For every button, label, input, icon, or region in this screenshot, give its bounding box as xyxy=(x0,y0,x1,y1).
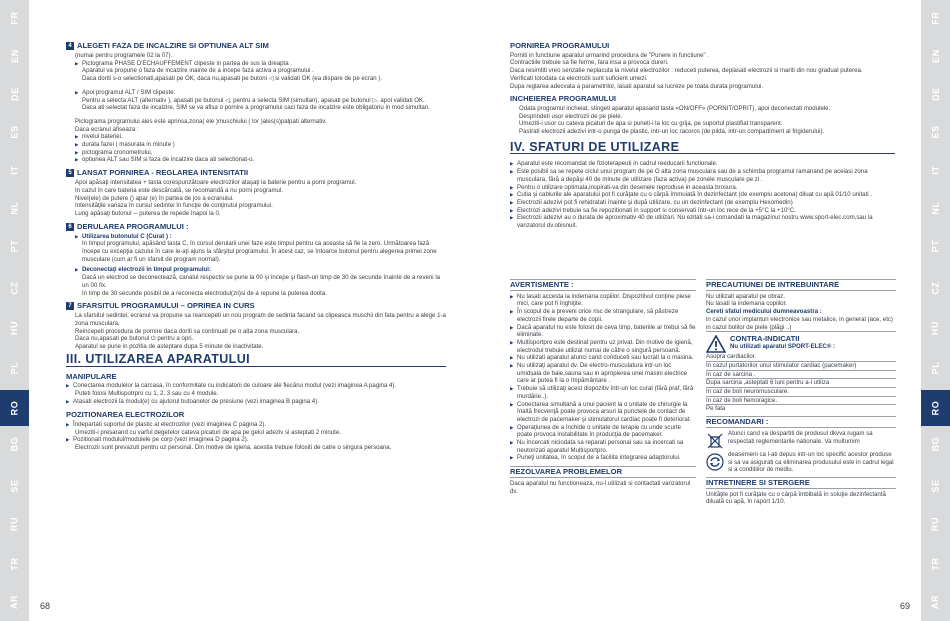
bullet-item: ▶ Aparatul este recomandat de fizioterapeuti in cadrul reeducarii functionale. xyxy=(510,160,895,168)
bullet-item: ▶ Atasati electrozii la modul(e) cu ajutorul butoanelor de presiune (vezi imaginea B pagina 4). xyxy=(66,398,446,406)
section-number-badge: 4 xyxy=(66,42,74,50)
bullet-item: ▶ Utilizarea butonului C (Curat ) : xyxy=(75,233,446,241)
lang-tab-pl[interactable]: PL xyxy=(930,361,941,375)
lang-tab-tr[interactable]: TR xyxy=(9,557,20,571)
bullet-item: ▶ Nu lasati accesta la indemana copiilor. Dispozitivul conţine piese mici, care pot fi înghiţite. xyxy=(510,293,696,308)
section-number-badge: 5 xyxy=(66,169,74,177)
lang-tab-cz[interactable]: CZ xyxy=(9,281,20,295)
text-line: (numai pentru programele 02 la 07). xyxy=(75,52,173,59)
lang-tab-ar[interactable]: AR xyxy=(930,594,941,610)
section-number-badge: 6 xyxy=(66,223,74,231)
section-heading: MANIPULARE xyxy=(66,371,117,381)
text-line: Odata programul incheiat, stingeti aparatul apasand tasta «ON/OFF» (PORNIT/OPRIT), apoi deconectati modulele. xyxy=(519,104,831,112)
section-heading: INCHEIEREA PROGRAMULUI xyxy=(510,94,617,104)
text-line: Nu utilizati aparatul pe obraz. xyxy=(706,292,785,300)
section-heading: INTRETINERE SI STERGERE xyxy=(706,477,896,489)
bullet-item: ▶ optiunea ALT sau SIM si faza de incalzire daca ati selectionat-o. xyxy=(75,156,446,164)
lang-tab-pt[interactable]: PT xyxy=(9,239,20,253)
text-line: Desprindeti usor electrozii de pe piele. xyxy=(519,112,623,120)
bullet-item: ▶ Puneţi unitatea, în scopul de a facilita integrarea adaptorului. xyxy=(510,454,696,462)
bullet-item: ▶ Trebuie să utilizaţi acest dispozitiv într-un loc curat (fără praf, fără murdărie..). xyxy=(510,385,696,400)
section-title: SFARSITUL PROGRAMULUI – OPRIREA IN CURS xyxy=(77,301,255,311)
lang-tab-ru[interactable]: RU xyxy=(9,516,20,532)
bullet-item: ▶ Operaţiunea de a închide o unitate de terapie cu unde scurte poate provoca instabilitate în producţia de pacemaker. xyxy=(510,424,696,439)
lang-tab-it[interactable]: IT xyxy=(9,165,20,175)
text-line: In timp de 30 secunde posibil de a reconecta electrodul(zii)si de a repune la puterea dorita. xyxy=(82,289,327,297)
bullet-item: ▶ Conectarea modulelor la carcasa, în conformitate cu indicatorii de culoare ale fiecărui modul (vezi imaginea A pagina 4). xyxy=(66,382,446,390)
lang-tab-se[interactable]: SE xyxy=(9,479,20,493)
text-line: in cazul bolilor de piele (plăgi ..) xyxy=(706,324,896,333)
language-tabs-right xyxy=(921,0,950,621)
lang-tab-tr[interactable]: TR xyxy=(930,557,941,571)
list-item: Pe fata xyxy=(706,405,726,413)
lang-tab-en[interactable]: EN xyxy=(930,49,941,63)
lang-tab-bg[interactable]: BG xyxy=(930,436,941,452)
bullet-item: ▶ Pictograma PHASE D'ECHAUFFEMENT clipeste in partea de sus la dreapta . xyxy=(75,60,446,68)
recommendation-row xyxy=(706,430,896,450)
right-page-col-left xyxy=(510,279,696,495)
text-line: Lung apăsaţi butonul ─ puterea de repede înapoi la 0. xyxy=(75,209,221,217)
text-line: Verificati totodata ca electrozii sunt suficient umezi. xyxy=(510,74,648,82)
text-line: Daca doriti s-o selectionati,apasati pe OK, daca nu,apasati pe butoni ◁ si validati OK (ea dispare de pe ecran ). xyxy=(82,75,383,83)
bullet-item: ▶ Multisportpro este destinat pentru uz privat. Din motive de igienă, electrodul trebuie utilizat numai de către o singură persoană. xyxy=(510,339,696,354)
list-item: In caz de boli neuromusculare. xyxy=(706,388,896,397)
list-item: In cazul purtatorilor unui stimulator cardiac (pacemaker) xyxy=(706,362,896,371)
lang-tab-ro[interactable]: RO xyxy=(0,390,29,426)
lang-tab-es[interactable]: ES xyxy=(930,125,941,139)
text-line: Daca nu,apasati pe butonul ⏻ pentru a opri. xyxy=(75,335,194,343)
section-6-heading xyxy=(66,223,446,231)
section-5-heading xyxy=(66,169,446,177)
bullet-item: ▶ Deconectaţi electrozii în timpul programului: xyxy=(75,266,446,274)
section-heading: PORNIREA PROGRAMULUI xyxy=(510,41,610,50)
lang-tab-en[interactable]: EN xyxy=(9,49,20,63)
text-line: Pastrati electrozii adezivi intr-o punga de plastic, intr-un loc racoros (de pilda, intr-un compartiment al frigiderului). xyxy=(519,128,825,136)
text-line: Nu lasati la indemana copiilor. xyxy=(706,300,787,308)
section-7-heading xyxy=(66,302,446,310)
text-line: Dacă un electrod se deconectează, canalul respectiv se pune la 00 şi începe şi flash-uri timp de 30 de secunde înainte de a reveni la un 00 fix. xyxy=(82,274,441,289)
lang-tab-hu[interactable]: HU xyxy=(9,320,20,336)
text-line: Daca resimtiti vreo senzatie neplacuta la nivelul electrozilor : reduceti puterea, deplasati electrozii si mariti din nou gradual puterea. xyxy=(510,67,863,75)
text-line: Cereti sfatul medicului dumneavoastra : xyxy=(706,308,822,316)
section-title: ALEGETI FAZA DE INCALZIRE SI OPTIUNEA ALT SIM xyxy=(77,41,269,51)
bullet-item: ▶ Îndepartati suportul de plastic al electrozilor (vezi imaginea C pagina 2). xyxy=(66,421,446,429)
text-line: Umeziti-i usor cu cateva picaturi de apa si puneti-i la loc cu grija, pe suportul plastifiat transparent. xyxy=(519,120,783,128)
lang-tab-pt[interactable]: PT xyxy=(930,239,941,253)
lang-tab-it[interactable]: IT xyxy=(930,165,941,175)
bullet-item: ▶ Nu utilizaţi aparatul dv. De electro-musculatura intr-un loc umidșala de baie,sauna sau in apropierea unei masini electrice care ar putea fi la o împământare . xyxy=(510,362,696,385)
lang-tab-de[interactable]: DE xyxy=(9,87,20,101)
bullet-item: ▶ Nu încercati niciodata sa reparati personal sau sa incercati sa neutorizati aparatul Multisportpro. xyxy=(510,439,696,454)
text-line: Aparatul va propune o faza de incalzire inainte de a incepe faza activa a programului . xyxy=(82,67,314,75)
text-line: Intensităţile variaza în cursul sedintei în funcţie de conţinutul programului. xyxy=(75,202,273,210)
list-item: In caz de sarcina . xyxy=(706,371,896,380)
bullet-item: ▶ Electrozi adezivi trebuie sa fie repozitionati in support si conservati într-un loc rece de la +5°C la +10°C. xyxy=(510,207,895,215)
section-title: DERULAREA PROGRAMULUI : xyxy=(77,221,189,231)
text-line: Nivel(ele) de putere () apar (e) în partea de jos a ecranului. xyxy=(75,194,234,202)
section-number-badge: 7 xyxy=(66,302,74,310)
section-heading: RECOMANDARI : xyxy=(706,416,896,428)
list-item: In caz de boli hemoragice. xyxy=(706,397,896,406)
list-item: Asupra cardiacilor. xyxy=(706,353,896,362)
recommendation-row xyxy=(706,451,896,474)
lang-tab-cz[interactable]: CZ xyxy=(930,281,941,295)
lang-tab-es[interactable]: ES xyxy=(9,125,20,139)
text-line: Contractiile trebuie sa fie ferme, fara insa a provoca dureri. xyxy=(510,59,669,67)
bullet-item: ▶ Nu utilizati aparatul atunci cand conduceti sau lucrati la o masina. xyxy=(510,354,696,362)
bullet-item: ▶ Electrozii adezivi pot fi rehidratati înainte şi după utilizare, cu un dezinfectant (de exemplu Hexomedin) xyxy=(510,199,895,207)
lang-tab-ar[interactable]: AR xyxy=(9,594,20,610)
text-line: Nu utilizati aparatul SPORT-ELEC® : xyxy=(730,342,836,350)
bullet-item: ▶ durata fazei ( masurata in minute ) xyxy=(75,141,446,149)
text-line: Umeziti-i presarand cu varful degetelor cateva picaturi de apa pe gelul adeziv si asteptati 2 minute. xyxy=(75,428,341,436)
list-item: Dupa sarcina ,asteptati 6 luni pentru a-l utiliza xyxy=(706,379,896,388)
bullet-item: ▶ Cutia şi cablurile ale aparatului pot fi curăţate cu o cârpă îmmuiată în dezinfectant (de exemplu acetona) diluat cu apă 01/10 unitati . xyxy=(510,191,895,199)
text-line: Apoi apăsaţi intensitatea + tasta corespunzătoare electrozilor ataşaţi la baterie pentru a porni programul. xyxy=(75,179,357,187)
text-line: Pentru a selecta ALT (alternativ ), apasati pe butonul ◁, pentru a selecta SIM (simultan), apasati pe butonul ▷, apoi validati OK. xyxy=(82,96,425,104)
text-line: Electrozii sunt prevazuti pentru uz personal. Din motive de igiena, acestia trebuie folositi de catre o singura persoana. xyxy=(75,444,392,452)
text-line: Aparatul se pune in pozitia de asteptare dupa 5 minute de inactivitate. xyxy=(75,343,264,351)
section-4-heading xyxy=(66,42,446,50)
text-line: deasemeni ca l-ati depus intr-un loc specific acestor produse si sa va asigurati ca eliminarea produsului este in cadrul legal si a conditiilor de mediu. xyxy=(728,450,894,474)
lang-tab-nl[interactable]: NL xyxy=(930,201,941,215)
text-line: Daca ecranul afiseaza : xyxy=(75,125,139,133)
text-line: Daca ati selectat faza de incalzire, SIM se va afisa o pornire a programului caci faza de incalzire este obligatoriu in mod simultan. xyxy=(82,104,430,112)
chapter-heading: IV. SFATURI DE UTILIZARE xyxy=(510,144,895,155)
bullet-item: ▶ Apoi programul ALT / SIM clipeste. xyxy=(75,89,446,97)
language-tabs-left xyxy=(0,0,29,621)
lang-tab-hu[interactable]: HU xyxy=(930,320,941,336)
bullet-item: ▶ Pozitionati modulul/modulele pe corp (vezi imaginea D pagina 2). xyxy=(66,436,446,444)
lang-tab-fr[interactable]: FR xyxy=(930,11,941,25)
lang-tab-se[interactable]: SE xyxy=(930,479,941,493)
bullet-item: ▶ pictograma cronometrului, xyxy=(75,149,446,157)
text-line: Pictograma programului ales este aprinsa,zona( ele )muschiului ( lor )ales(s)palpati alternativ. xyxy=(75,117,327,125)
crossed-bin-icon xyxy=(706,432,724,450)
text-line: In cazul în care bateria este descărcată, se recomandă a nu porni programul. xyxy=(75,186,283,194)
text-line: Reincepeti procedura de pornire daca doriti sa continuati pe o alta zona musculara. xyxy=(75,327,300,335)
section-heading: PRECAUTIUNEI DE INTREBUINTARE xyxy=(706,279,896,291)
page-number-left: 68 xyxy=(40,601,51,611)
lang-tab-de[interactable]: DE xyxy=(930,87,941,101)
section-heading: AVERTISMENTE : xyxy=(510,279,696,291)
warning-icon xyxy=(706,335,726,353)
bullet-item: ▶ În scopul de a preveni orice risc de strangulare, să păstreze electrozii firele departe de copii. xyxy=(510,308,696,323)
text-line: Daca aparatul nu functioneaza, nu-l utilizati si contactati vanzatorul dv. xyxy=(510,479,691,495)
right-page-col-right xyxy=(706,279,896,506)
lang-tab-ru[interactable]: RU xyxy=(930,516,941,532)
text-line: Porniti in functiune aparatul urmarind procedura de "Punere in functiune" . xyxy=(510,51,710,59)
section-heading: REZOLVAREA PROBLEMELOR xyxy=(510,466,696,478)
text-line: La sfarsitul sedintei, ecranul va propune sa reancepeti un nou program de sedinta facand sa clipeasca muschii din fata pentru a alege 1-a zona musculara. xyxy=(75,312,446,327)
chapter-heading: III. UTILIZAREA APARATULUI xyxy=(66,356,446,367)
lang-tab-ro[interactable]: RO xyxy=(921,390,950,426)
left-page-content xyxy=(66,42,446,452)
page-number-right: 69 xyxy=(900,601,911,611)
lang-tab-nl[interactable]: NL xyxy=(9,201,20,215)
text-line: In timpul programului, apăsând tasta C, în cursul derularii unei faze este timpul pentru ca aceasta să fie la zero. Următoarea fază începe cu excepţia cazului în care le-aţi ajuns la sfârşitul programului. În acest caz, se întoarce butonul pentru alegerea primei zone musculare (cum ar fi un sfarsit de program normal). xyxy=(82,240,437,263)
lang-tab-fr[interactable]: FR xyxy=(9,11,20,25)
text-line: in cazul unor implanturi electronice sau metalice, in general (ace, etc) xyxy=(706,315,893,323)
section-title: LANSAT PORNIREA - REGLAREA INTENSITATII xyxy=(77,168,249,178)
section-heading: POZITIONAREA ELECTROZILOR xyxy=(66,410,185,420)
bullet-item: ▶ Electrozii adezivi au o durata de aproximativ 40 de utilizari. Nu ezitati sa-i comandati la magazinul nostru www.sport-elec.com,sau la vanzatorul dv.obisnuit. xyxy=(510,214,895,229)
section-heading: CONTRA-INDICATII xyxy=(730,334,800,344)
contra-indications-header xyxy=(706,335,896,353)
bullet-item: ▶ Este posibil sa se repete ciclul unui program de pe O alta zona musculara sau de a schimba programul ramanand pe aceiasi zona musculara, fără a depăşi 40 de minute de utilizare (faza activa) pe zonele musculare pe zi . xyxy=(510,168,895,183)
bullet-item: ▶ nivelul bateriei, xyxy=(75,133,446,141)
recycle-icon xyxy=(706,453,724,471)
lang-tab-bg[interactable]: BG xyxy=(9,436,20,452)
bullet-item: ▶ Pentru o utilizare optimala,inspirati-va din desenele reproduse in aceasta brosura. xyxy=(510,184,895,192)
bullet-item: ▶ Conectarea simultană a unui pacient la o unitate de chirurgie la înaltă frecvenţă poate provoca arsuri la punctele de contact de electrozi de pacemaker şi stimulatorul cardiac poate fi deteriorat. xyxy=(510,401,696,424)
bullet-item: ▶ Dacă aparatul nu este folosit de ceva timp, bateriile ar trebui să fie eliminate. xyxy=(510,324,696,339)
text-line: Dupa reglarea adecvata a parametrilor, lasati aparatul sa lucreze pe toata durata programului. xyxy=(510,82,764,90)
text-line: Unităţile pot fi curăţate cu o cârpă îmbibată în soluţie dezinfectantă diluată cu apă, în raport 1/10. xyxy=(706,490,886,506)
right-page-top xyxy=(510,42,895,230)
lang-tab-pl[interactable]: PL xyxy=(9,361,20,375)
text-line: Puteti folosi Multispotrpro cu 1, 2, 3 sau cu 4 module. xyxy=(75,389,219,397)
text-line: Atunci cand va despartiti de produsul dkvva rugam sa respectati reglementarile nationale. Va multumim xyxy=(728,429,873,445)
